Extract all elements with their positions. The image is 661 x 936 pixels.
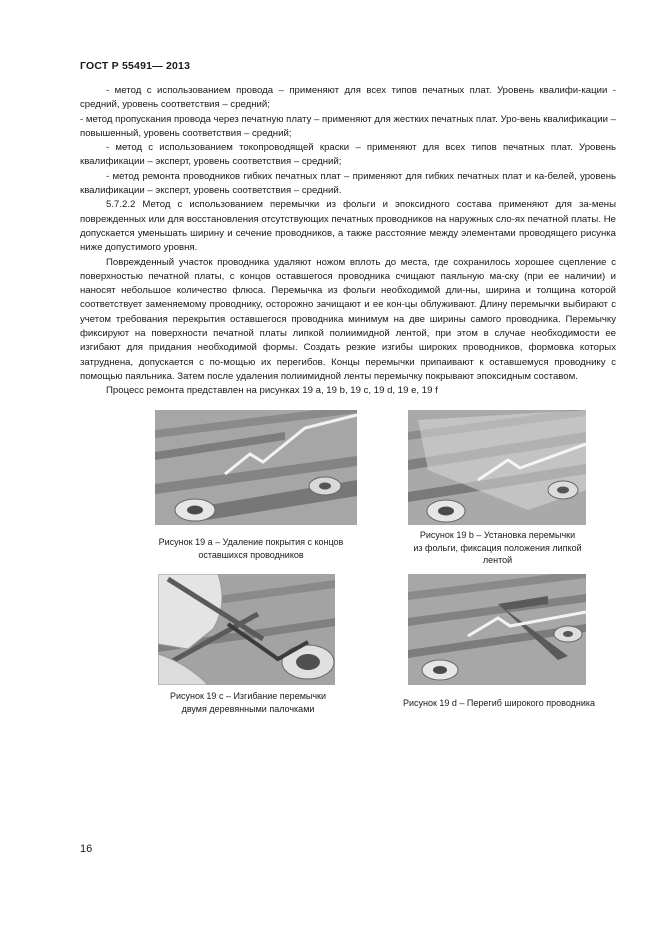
paragraph: - метод с использованием токопроводящей краски – применяют для всех типов печатных плат. Уровень квалификации – эксперт, уровень соответствия – средний; [80,142,616,168]
paragraph: - метод пропускания провода через печатную плату – применяют для жестких печатных плат. Уро-вень квалификации – повышенный, уровень соответствия – средний; [80,113,616,139]
paragraph: 5.7.2.2 Метод с использованием перемычки из фольги и эпоксидного состава применяют для за-мены поврежденных или для восстановления отсутствующих печатных проводников на наружных сло-ях печатной платы. Не допускается уменьшать ширину и сечение проводников, а также расстояние между элементами проводящего рисунка ниже допустимого уровня. [80,199,616,254]
caption-line: лентой [482,555,513,565]
caption-line: из фольги, фиксация положения липкой [413,542,582,553]
caption-line: Рисунок 19 b – Установка перемычки [419,530,576,540]
paragraph: - метод с использованием провода – применяют для всех типов печатных плат. Уровень квалифи-кации - средний, уровень соответствия – средний; [80,85,616,111]
page-number: 16 [80,843,93,855]
caption-line: Рисунок 19 d – Перегиб широкого проводника [402,698,596,708]
caption-line: Рисунок 19 c – Изгибание перемычки [169,691,327,701]
figure-19d-caption [385,697,613,710]
paragraph: - метод ремонта проводников гибких печатных плат – применяют для гибких печатных плат и ка-белей, уровень квалификации – эксперт, уровень соответствия – средний. [80,170,616,197]
caption-line: оставшихся проводников [198,549,304,560]
figure-19a-caption [122,536,380,561]
paragraph: Процесс ремонта представлен на рисунках 19 a, 19 b, 19 c, 19 d, 19 e, 19 f [106,385,438,397]
figure-19b-photo [408,410,586,525]
caption-line: Рисунок 19 a – Удаление покрытия с концов [158,537,344,547]
figure-19a-photo [155,410,357,525]
page-header: ГОСТ Р 55491— 2013 [80,60,191,72]
paragraph: Поврежденный участок проводника удаляют ножом вплоть до места, где сохранилось хорошее сцепление с поверхностью печатной платы, с концов оставшегося проводника счищают паяльную ма-ску (при ее наличии) и наносят небольшое количество флюса. Перемычка из фольги необходимой дли-ны, ширина и толщина которой соответствует заменяемому проводнику, осторожно зачищают и ее кон-цы облуживают. Длину перемычки выбирают с учетом требования перекрытия оставшегося проводника минимум на две ширины самого проводника. Перемычку фиксируют на поверхности печатной платы липкой полиимидной лентой, при этом в случае необходимости ее изгибают для придания необходимой формы. Создать резкие изгибы широких проводников, формовка которых затруднена, допускается с по-мощью их перегибов. Концы перемычки припаивают к оставшемуся проводнику с помощью паяльника. Затем после удаления полиимидной ленты перемычку покрывают эпоксидным составом. [80,256,616,382]
figure-19c-photo [158,574,335,685]
figure-19c-caption [128,690,368,715]
figure-19d-photo [408,574,586,685]
body-text [80,84,616,399]
caption-line: двумя деревянными палочками [181,703,315,714]
figure-19b-caption [395,529,600,567]
